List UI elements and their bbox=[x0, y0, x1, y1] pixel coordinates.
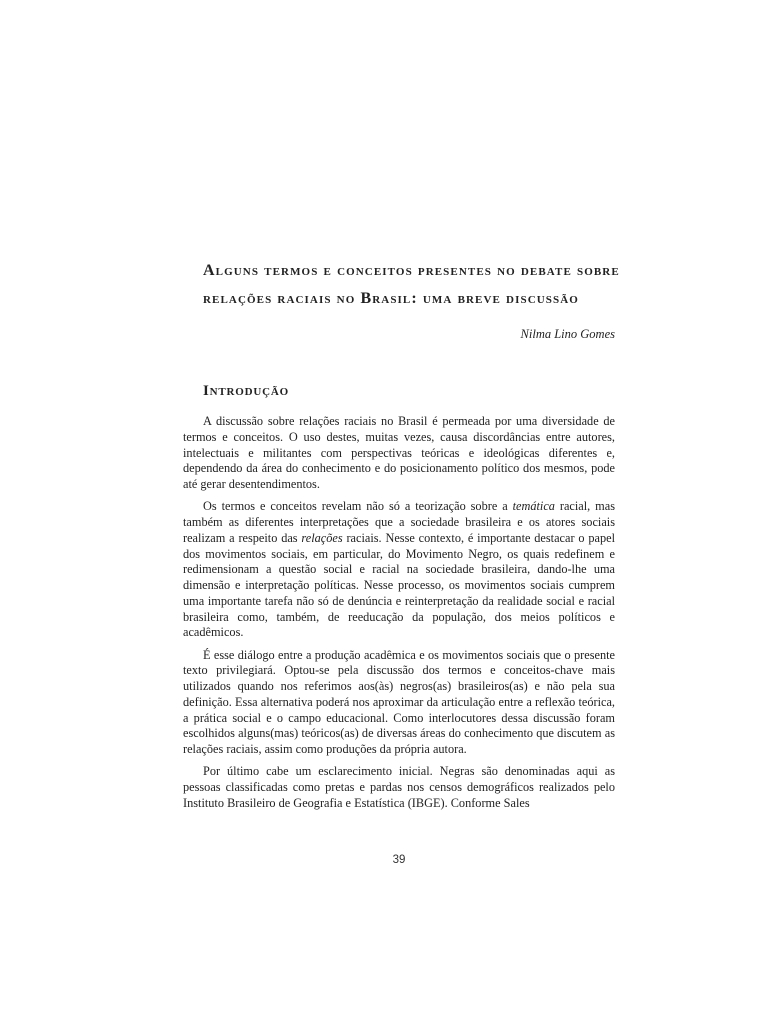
paragraph-1: A discussão sobre relações raciais no Brasil é permeada por uma diversidade de termos e conceitos. O uso destes, muitas vezes, causa discordâncias entre autores, intelectuais e militantes com perspectivas teóricas e ideológicas diferentes e, dependendo da área do conhecimento e do posicionamento político dos mesmos, pode até gerar desentendimentos. bbox=[183, 414, 615, 491]
section-heading-introducao: Introdução bbox=[203, 383, 289, 399]
paragraph-2-part-c: raciais. Nesse contexto, é importante destacar o papel dos movimentos sociais, em particular, do Movimento Negro, os quais redefinem e redimensionam a questão social e racial na sociedade brasileira, dando-lhe uma dimensão e interpretação políticas. Nesse processo, os movimentos sociais cumprem uma importante tarefa não só de denúncia e reinterpretação da realidade social e racial brasileira como, também, de reeducação da população, dos meios políticos e acadêmicos. bbox=[183, 530, 615, 640]
body-text bbox=[183, 414, 615, 812]
paragraph-3: É esse diálogo entre a produção acadêmica e os movimentos sociais que o presente texto privilegiará. Optou-se pela discussão dos termos e conceitos-chave mais utilizados quando nos referimos aos(às) negros(as) brasileiros(as) e não pela sua definição. Essa alternativa poderá nos aproximar da articulação entre a reflexão teórica, a prática social e o campo educacional. Como interlocutores dessa discussão foram escolhidos alguns(mas) teóricos(as) de diversas áreas do conhecimento que discutem as relações raciais, assim como produções da própria autora. bbox=[183, 647, 615, 756]
chapter-title-line-1: Alguns termos e conceitos presentes no debate sobre bbox=[203, 262, 620, 279]
chapter-title-line-2: relações raciais no Brasil: uma breve discussão bbox=[203, 290, 579, 307]
paragraph-2-emphasis-relacoes: relações bbox=[301, 530, 343, 545]
author-name: Nilma Lino Gomes bbox=[520, 327, 615, 341]
paragraph-2-part-b: racial, mas também as diferentes interpretações que a sociedade brasileira e os atores sociais realizam a respeito das bbox=[183, 499, 615, 545]
paragraph-4: Por último cabe um esclarecimento inicial. Negras são denominadas aqui as pessoas classificadas como pretas e pardas nos censos demográficos realizados pelo Instituto Brasileiro de Geografia e Estatística (IBGE). Conforme Sales bbox=[183, 764, 615, 810]
paragraph-2 bbox=[183, 499, 615, 641]
page-number: 39 bbox=[392, 854, 406, 866]
paragraph-2-emphasis-tematica: temática bbox=[512, 499, 555, 514]
paragraph-2-part-a: Os termos e conceitos revelam não só a teorização sobre a bbox=[203, 499, 513, 514]
